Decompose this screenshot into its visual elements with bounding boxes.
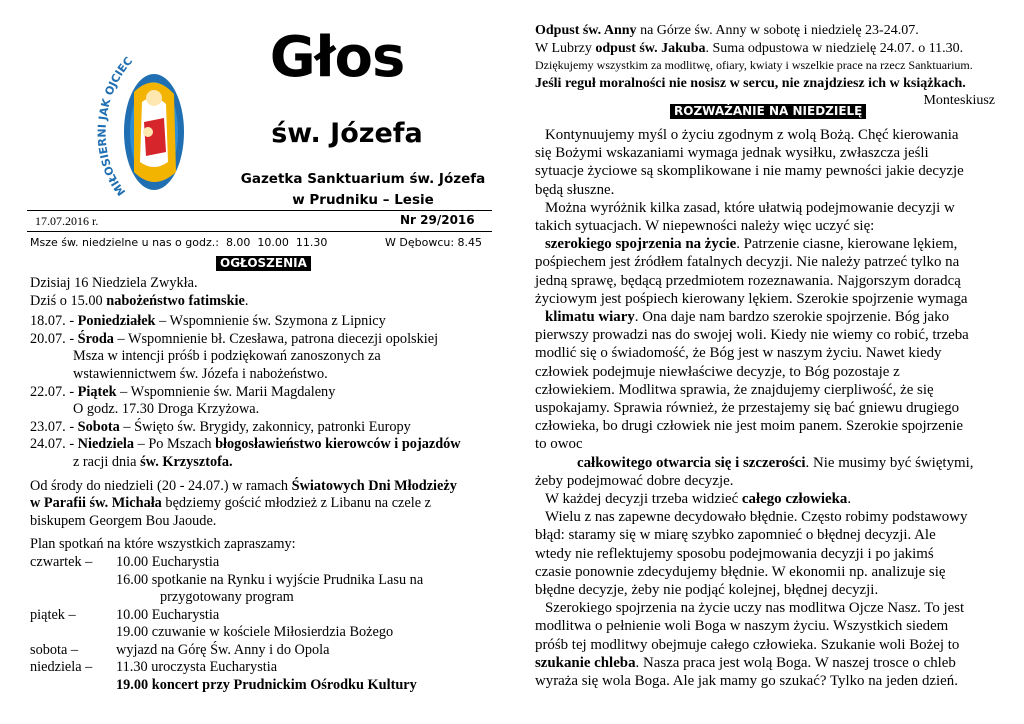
announcements-section (30, 275, 500, 695)
announcement-line: Dziś o 15.00 nabożeństwo fatimskie. (30, 292, 249, 309)
reflection-line: czasie ponownie zdecydujemy błędnie. W ekonomii np. analizuje się (535, 563, 946, 580)
reflection-line: wyraża się wola Boga. Ale jak mamy go szukać? Tylko na jeden dzień. (535, 673, 958, 690)
reflection-line: jedną sprawę, będącą przedmiotem rozeznawania. Najgorszym doradcą (535, 272, 961, 289)
reflection-line: modlitwa o pełnienie woli Boga w naszym życiu. Wszystkich siedem (535, 618, 949, 635)
reflection-line: pośpiechem jest źródłem fatalnych decyzji. Nie należy patrzeć tylko na (535, 254, 960, 271)
plan-row: czwartek – 10.00 Eucharystia (30, 553, 220, 570)
newsletter-publisher-line2: w Prudniku – Lesie (292, 192, 434, 208)
newsletter-publisher-line1: Gazetka Sanktuarium św. Józefa (240, 171, 486, 187)
announcement-line: Dzisiaj 16 Niedziela Zwykła. (30, 275, 198, 291)
announcement-day-sun: 24.07. - Niedziela – Po Mszach błogosławieństwo kierowców i pojazdów (30, 436, 461, 453)
notices-section (535, 22, 995, 110)
plan-row: 16.00 spotkanie na Rynku i wyjście Prudnika Lasu na (116, 571, 424, 588)
reflection-line: życiowym jest pośpiech kierowany lękiem. Szerokie spojrzenie wymaga (535, 290, 968, 307)
announcement-line: wstawiennictwem św. Józefa i nabożeństwo. (73, 365, 328, 382)
wyd-line: Od środy do niedzieli (20 - 24.07.) w ramach Światowych Dni Młodzieży (30, 477, 457, 494)
reflection-line: człowiekiem. Modlitwa sprawia, że znajdujemy cierpliwość, że się (535, 381, 934, 398)
quote-author: Monteskiusz (923, 93, 995, 108)
reflection-line: całkowitego otwarcia się i szczerości. Nie musimy być świętymi, (577, 454, 974, 471)
divider (27, 210, 492, 211)
announcement-day-fri: 22.07. - Piątek – Wspomnienie św. Marii Magdaleny (30, 383, 336, 400)
reflection-line: będą słuszne. (535, 181, 615, 198)
announcement-line: Msza w intencji próśb i podziękowań zanoszonych za (73, 348, 381, 365)
announcement-day-wed: 20.07. - Środa – Wspomnienie bł. Czesława, patrona diecezji opolskiej (30, 330, 439, 347)
reflection-line: próśb tej modlitwy obejmuje całego człowieka. Szukanie woli Bożej to (535, 636, 960, 653)
reflection-line: Można wyróżnik kilka zasad, które ułatwią podejmowanie decyzji w (545, 199, 955, 216)
plan-intro: Plan spotkań na które wszystkich zapraszamy: (30, 536, 296, 553)
reflection-line: sytuacje życiowe są skomplikowane i nie mamy pewności jakie decyzje (535, 163, 964, 180)
reflection-line: wtedy nie reflektujemy sposobu podejmowania decyzji i po jakimś (535, 545, 934, 562)
announcement-day-mon: 18.07. - Poniedziałek – Wspomnienie św. Szymona z Lipnicy (30, 313, 386, 330)
reflection-line: Wielu z nas zapewne decydowało błędnie. Często robimy podstawowy (545, 509, 968, 526)
plan-row: sobota – wyjazd na Górę Św. Anny i do Opola (30, 641, 330, 658)
reflection-line: człowieka, bo drugi człowiek nie jest moim panem. Szerokie spojrzenie (535, 418, 963, 435)
reflection-line: to owoc (535, 436, 583, 453)
reflection-line: człowiek podejmuje niewłaściwe decyzje, to Bóg pozostaje z (535, 363, 900, 380)
divider (27, 231, 492, 232)
mercy-jubilee-logo-icon (96, 32, 192, 216)
notice-line: W Lubrzy odpust św. Jakuba. Suma odpustowa w niedzielę 24.07. o 11.30. (535, 40, 964, 56)
plan-row: niedziela – 11.30 uroczysta Eucharystia (30, 659, 278, 676)
reflection-line: żeby podejmować dobre decyzje. (535, 472, 734, 489)
reflection-line: W każdej decyzji trzeba widzieć całego człowieka. (545, 491, 852, 508)
wyd-line: w Parafii św. Michała będziemy gościć młodzież z Libanu na czele z (30, 495, 431, 512)
debowiec-mass-time: W Dębowcu: 8.45 (385, 236, 483, 249)
reflection-text (535, 126, 995, 690)
quote: Jeśli reguł moralności nie nosisz w sercu, nie znajdziesz ich w książkach. (535, 75, 966, 91)
plan-row: 19.00 czuwanie w kościele Miłosierdzia Bożego (116, 624, 394, 641)
thanks-line: Dziękujemy wszystkim za modlitwę, ofiary, kwiaty i wszelkie prace na rzecz Sanktuarium. (535, 58, 973, 72)
reflection-line: takich sytuacjach. W niepewności należy więc uczyć się: (535, 218, 875, 235)
reflection-line: się Bożymi wskazaniami wymaga jednak wysiłku, zwłaszcza jeśli (535, 145, 929, 162)
announcement-line: z racji dnia św. Krzysztofa. (73, 453, 233, 470)
sanctuary-logo (96, 32, 192, 216)
announcement-day-sat: 23.07. - Sobota – Święto św. Brygidy, zakonnicy, patronki Europy (30, 418, 411, 435)
reflection-line: modlić się o świadomość, że Bóg jest w naszym życiu. Nawet kiedy (535, 345, 942, 362)
issue-number: Nr 29/2016 (400, 213, 475, 227)
reflection-line: szukanie chleba. Nasza praca jest wolą Boga. W naszej trosce o chleb (535, 654, 956, 671)
plan-row: piątek – 10.00 Eucharystia (30, 606, 220, 623)
newsletter-title: Głos (269, 25, 405, 90)
notice-line: Odpust św. Anny na Górze św. Anny w sobotę i niedzielę 23-24.07. (535, 23, 919, 38)
reflection-line: szerokiego spojrzenia na życie. Patrzenie ciasne, kierowane lękiem, (545, 236, 958, 253)
reflection-heading: ROZWAŻANIE NA NIEDZIELĘ (670, 104, 866, 119)
reflection-line: Szerokiego spojrzenia na życie uczy nas modlitwa Ojcze Nasz. To jest (545, 600, 965, 617)
plan-row: przygotowany program (160, 589, 294, 606)
announcements-heading: OGŁOSZENIA (216, 256, 311, 271)
logo-text: MIŁOSIERNI JAK OJCIEC (96, 54, 136, 199)
reflection-line: uspokajamy. Sprawia również, że przestajemy się bać gniewu drugiego (535, 400, 960, 417)
reflection-line: pierwszy prowadzi nas do swojej woli. Kiedy nie wiemy co robić, trzeba (535, 327, 969, 344)
issue-date: 17.07.2016 r. (35, 214, 99, 228)
reflection-line: Kontynuujemy myśl o życiu zgodnym z wolą Bożą. Chęć kierowania (545, 127, 959, 143)
announcement-line: O godz. 17.30 Droga Krzyżowa. (73, 401, 260, 418)
reflection-line: błąd: staramy się w miarę szybko zapomnieć o błędnej decyzji. Ale (535, 527, 936, 544)
reflection-line: błędne decyzje, żeby nie podjąć kolejnej, błędnej decyzji. (535, 582, 879, 599)
reflection-line: klimatu wiary. Ona daje nam bardzo szerokie spojrzenie. Bóg jako (545, 309, 950, 326)
wyd-line: biskupem Georgem Bou Jaoude. (30, 512, 217, 529)
newsletter-subtitle: św. Józefa (271, 118, 423, 149)
plan-row: 19.00 koncert przy Prudnickim Ośrodku Kultury (116, 677, 417, 694)
sunday-mass-times: Msze św. niedzielne u nas o godz.: 8.00 10.00 11.30 (30, 236, 328, 249)
